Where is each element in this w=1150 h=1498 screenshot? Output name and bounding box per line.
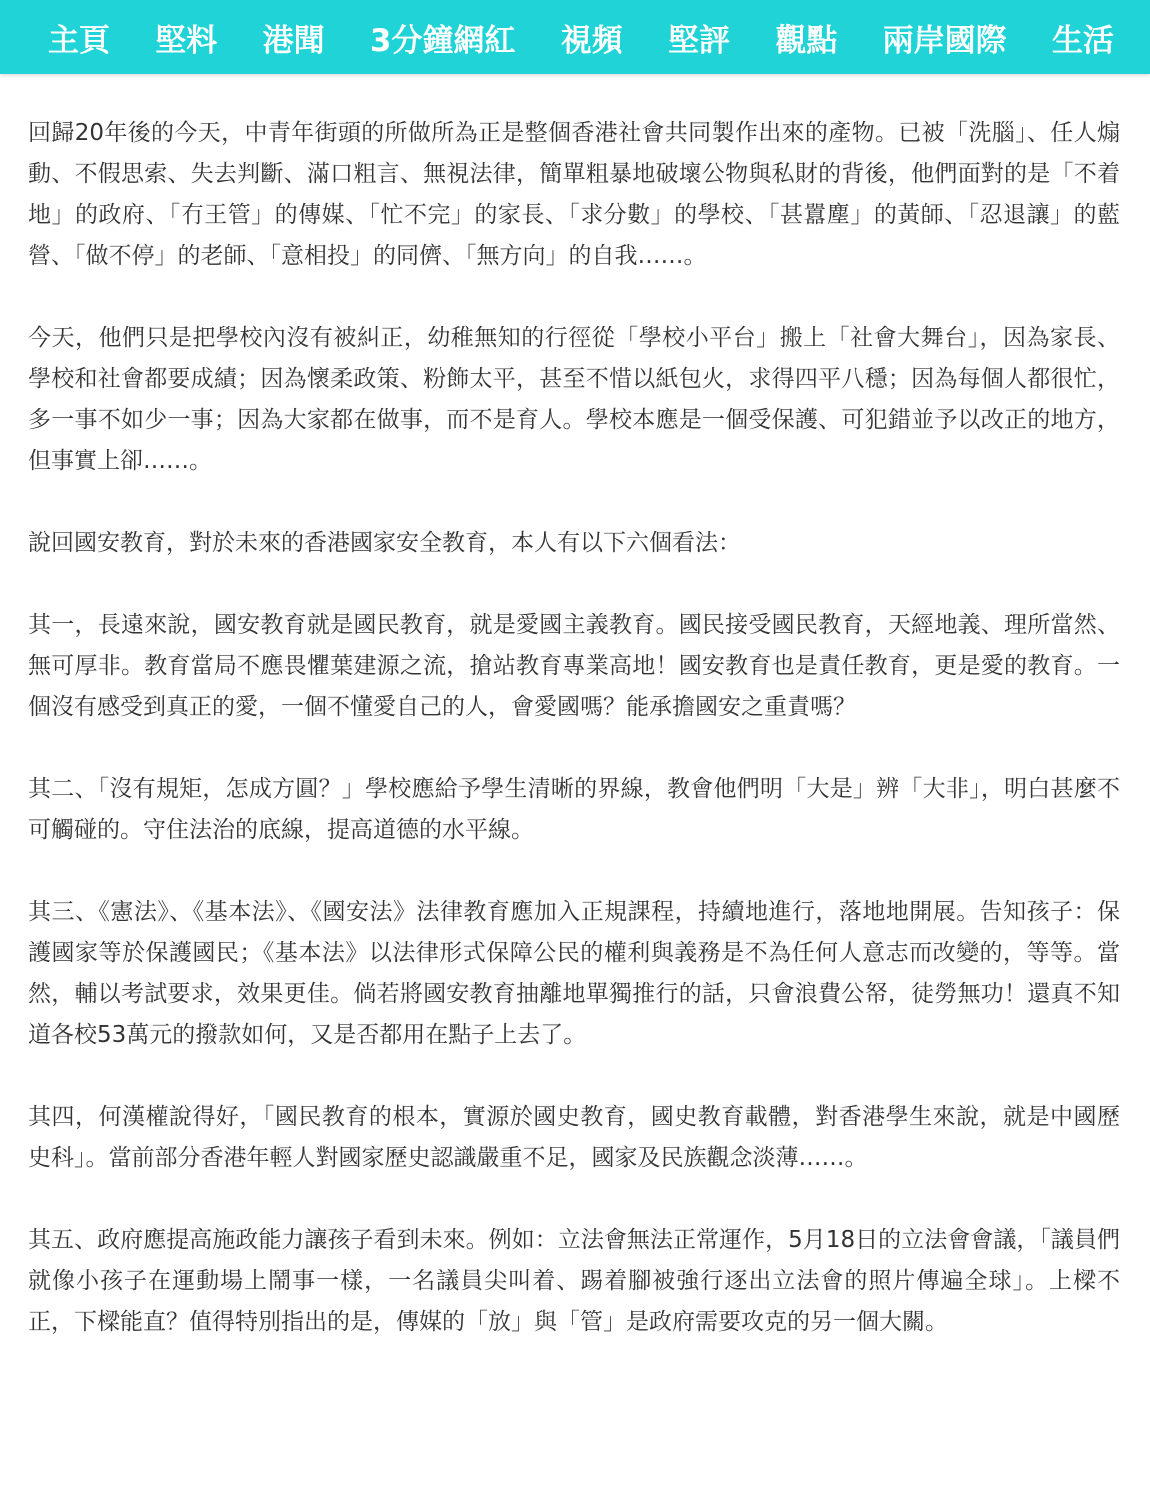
top-navigation-bar (0, 0, 1150, 74)
article-paragraph: 今天，他們只是把學校內沒有被糾正，幼稚無知的行徑從「學校小平台」搬上「社會大舞台」，因為家長、學校和社會都要成績；因為懷柔政策、粉飾太平，甚至不惜以紙包火，求得四平八穩；因為每個人都很忙，多一事不如少一事；因為大家都在做事，而不是育人。學校本應是一個受保護、可犯錯並予以改正的地方，但事實上卻……。 (28, 325, 1120, 474)
article-paragraph: 其二、「沒有規矩，怎成方圓？」學校應給予學生清晰的界線，教會他們明「大是」辨「大非」，明白甚麼不可觸碰的。守住法治的底線，提高道德的水平線。 (28, 776, 1120, 843)
nav-item-hk-news[interactable]: 港聞 (262, 22, 325, 59)
nav-item-video[interactable]: 視頻 (560, 22, 623, 59)
nav-item-opinion[interactable]: 觀點 (775, 22, 838, 59)
nav-item-home[interactable]: 主頁 (48, 22, 110, 59)
article-paragraph: 其一，長遠來說，國安教育就是國民教育，就是愛國主義教育。國民接受國民教育，天經地義、理所當然、無可厚非。教育當局不應畏懼葉建源之流，搶站教育專業高地！國安教育也是責任教育，更是愛的教育。一個沒有感受到真正的愛，一個不懂愛自己的人，會愛國嗎？能承擔國安之重責嗎？ (28, 612, 1120, 720)
nav-item-scoop[interactable]: 堅料 (155, 22, 218, 59)
nav-item-lifestyle[interactable]: 生活 (1051, 22, 1114, 59)
nav-item-commentary[interactable]: 堅評 (668, 22, 731, 59)
nav-item-cross-strait-international[interactable]: 兩岸國際 (882, 22, 1007, 59)
article-paragraph: 回歸20年後的今天，中青年街頭的所做所為正是整個香港社會共同製作出來的產物。已被「洗腦」、任人煽動、不假思索、失去判斷、滿口粗言、無視法律，簡單粗暴地破壞公物與私財的背後，他們面對的是「不着地」的政府、「冇王管」的傳媒、「忙不完」的家長、「求分數」的學校、「甚囂塵」的黃師、「忍退讓」的藍營、「做不停」的老師、「意相投」的同儕、「無方向」的自我……。 (28, 120, 1120, 269)
article-body (28, 113, 1120, 1384)
article-paragraph: 說回國安教育，對於未來的香港國家安全教育，本人有以下六個看法： (28, 530, 741, 556)
nav-item-3min-influencer[interactable]: 3分鐘網紅 (369, 22, 516, 59)
article-paragraph: 其四，何漢權說得好，「國民教育的根本，實源於國史教育，國史教育載體，對香港學生來說，就是中國歷史科」。當前部分香港年輕人對國家歷史認識嚴重不足，國家及民族觀念淡薄……。 (28, 1104, 1120, 1171)
article-paragraph: 其五、政府應提高施政能力讓孩子看到未來。例如：立法會無法正常運作，5月18日的立法會會議，「議員們就像小孩子在運動場上鬧事一樣，一名議員尖叫着、踢着腳被強行逐出立法會的照片傳遍全球」。上樑不正，下樑能直？值得特別指出的是，傳媒的「放」與「管」是政府需要攻克的另一個大關。 (28, 1227, 1120, 1335)
article-paragraph: 其三、《憲法》、《基本法》、《國安法》法律教育應加入正規課程，持續地進行，落地地開展。告知孩子：保護國家等於保護國民；《基本法》以法律形式保障公民的權利與義務是不為任何人意志而改變的，等等。當然，輔以考試要求，效果更佳。倘若將國安教育抽離地單獨推行的話，只會浪費公帑，徒勞無功！還真不知道各校53萬元的撥款如何，又是否都用在點子上去了。 (28, 899, 1120, 1048)
